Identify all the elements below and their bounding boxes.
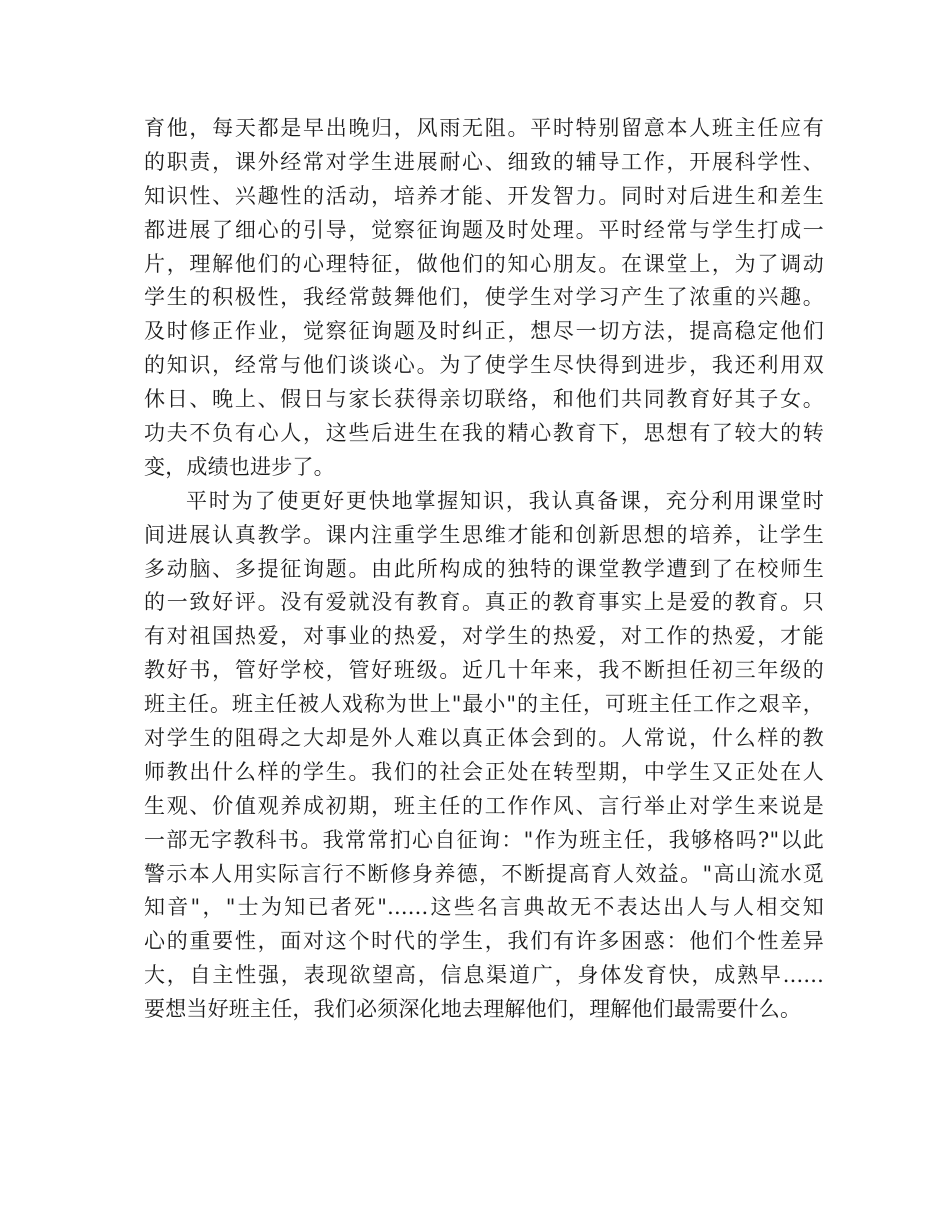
text-line: 警示本人用实际言行不断修身养德，不断提高育人效益。"高山流水觅 — [144, 861, 824, 886]
text-line: 功夫不负有心人，这些后进生在我的精心教育下，思想有了较大的转 — [144, 421, 824, 446]
text-line: 班主任。班主任被人戏称为世上"最小"的主任，可班主任工作之艰辛， — [144, 692, 824, 717]
text-line: 大，自主性强，表现欲望高，信息渠道广，身体发育快，成熟早...... — [144, 963, 824, 988]
text-line: 的一致好评。没有爱就没有教育。真正的教育事实上是爱的教育。只 — [144, 590, 824, 615]
text-line: 的知识，经常与他们谈谈心。为了使学生尽快得到进步，我还利用双 — [144, 353, 824, 378]
text-line: 育他，每天都是早出晚归，风雨无阻。平时特别留意本人班主任应有 — [144, 116, 824, 140]
text-line: 知音"，"士为知已者死"......这些名言典故无不表达出人与人相交知 — [144, 895, 824, 920]
text-line: 一部无字教科书。我常常扪心自征询："作为班主任，我够格吗?"以此 — [144, 827, 824, 852]
text-line: 间进展认真教学。课内注重学生思维才能和创新思想的培养，让学生 — [144, 522, 824, 547]
body-text — [144, 112, 824, 1027]
text-line: 片，理解他们的心理特征，做他们的知心朋友。在课堂上，为了调动 — [144, 251, 824, 276]
text-line: 休日、晚上、假日与家长获得亲切联络，和他们共同教育好其子女。 — [144, 387, 824, 412]
text-line: 要想当好班主任，我们必须深化地去理解他们，理解他们最需要什么。 — [144, 997, 802, 1022]
text-line: 有对祖国热爱，对事业的热爱，对学生的热爱，对工作的热爱，才能 — [144, 624, 824, 649]
text-line: 教好书，管好学校，管好班级。近几十年来，我不断担任初三年级的 — [144, 658, 824, 683]
text-line: 都进展了细心的引导，觉察征询题及时处理。平时经常与学生打成一 — [144, 217, 824, 242]
text-line: 心的重要性，面对这个时代的学生，我们有许多困惑：他们个性差异 — [144, 929, 824, 954]
text-line: 及时修正作业，觉察征询题及时纠正，想尽一切方法，提高稳定他们 — [144, 319, 824, 344]
text-line: 的职责，课外经常对学生进展耐心、细致的辅导工作，开展科学性、 — [144, 149, 824, 174]
text-line: 师教出什么样的学生。我们的社会正处在转型期，中学生又正处在人 — [144, 759, 824, 784]
text-line: 对学生的阻碍之大却是外人难以真正体会到的。人常说，什么样的教 — [144, 726, 824, 751]
paragraph-2 — [144, 485, 824, 1027]
text-line: 生观、价值观养成初期，班主任的工作作风、言行举止对学生来说是 — [144, 793, 824, 818]
text-line: 平时为了使更好更快地掌握知识，我认真备课，充分利用课堂时 — [186, 488, 824, 513]
text-line: 学生的积极性，我经常鼓舞他们，使学生对学习产生了浓重的兴趣。 — [144, 285, 824, 310]
text-line: 变，成绩也进步了。 — [144, 454, 335, 479]
paragraph-1 — [144, 112, 824, 485]
text-line: 知识性、兴趣性的活动，培养才能、开发智力。同时对后进生和差生 — [144, 183, 824, 208]
text-line: 多动脑、多提征询题。由此所构成的独特的课堂教学遭到了在校师生 — [144, 556, 824, 581]
